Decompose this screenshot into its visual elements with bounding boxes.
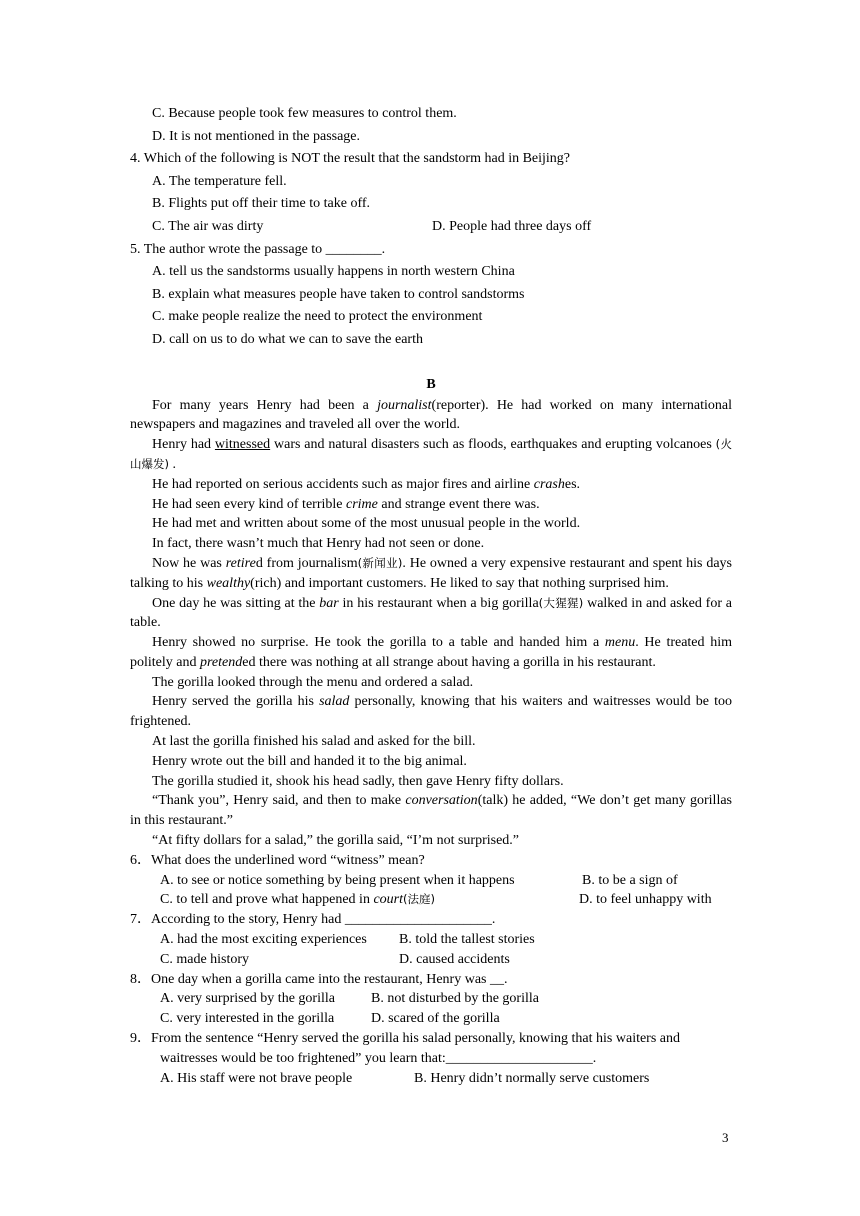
option-q4-a: A. The temperature fell. [152,173,287,189]
paragraph-15: “Thank you”, Henry said, and then to make conversation(talk) he added, “We don’t get many gorillas in this restaurant.” [130,793,732,829]
paragraph-14: The gorilla studied it, shook his head sadly, then gave Henry fifty dollars. [152,773,564,789]
option-q5-d: D. call on us to do what we can to save the earth [152,331,423,347]
paragraph-9: Henry showed no surprise. He took the gorilla to a table and handed him a menu. He treated him politely and pretended there was nothing at all strange about having a gorilla in his restaurant. [130,635,733,670]
paragraph-3: He had reported on serious accidents such as major fires and airline crashes. [152,476,581,492]
underlined-word-witnessed: witnessed [214,437,271,453]
option-q5-c: C. make people realize the need to protect the environment [152,309,483,325]
option-q6-b: B. to be a sign of [582,872,678,888]
paragraph-10: The gorilla looked through the menu and ordered a salad. [152,674,474,690]
option-row-q4-cd [130,216,732,239]
option-q4-d: D. People had three days off [432,218,592,234]
option-q7-d: D. caused accidents [399,951,510,967]
option-q7-c: C. made history [160,951,250,967]
option-q9-a: A. His staff were not brave people [160,1070,353,1086]
option-q4-c: C. The air was dirty [152,218,264,234]
option-q8-b: B. not disturbed by the gorilla [371,991,539,1007]
option-q5-b: B. explain what measures people have taken to control sandstorms [152,286,525,302]
paragraph-12: At last the gorilla finished his salad and asked for the bill. [152,734,476,750]
paragraph-6: In fact, there wasn’t much that Henry had not seen or done. [152,536,485,552]
option-row-q7-cd [130,950,732,970]
option-q8-d: D. scared of the gorilla [371,1011,500,1027]
question-9-stem: 9．From the sentence “Henry served the gorilla his salad personally, knowing that his waiters and waitresses would be too frightened” you learn that:_____________________. [130,1031,681,1066]
paragraph-1: For many years Henry had been a journalist(reporter). He had worked on many international newspapers and magazines and traveled all over the world. [130,397,732,433]
paragraph-11: Henry served the gorilla his salad personally, knowing that his waiters and waitresses would be too frightened. [130,694,733,730]
option-row-q8-cd [130,1009,732,1029]
option-row-q7-ab [130,930,732,950]
option-row-q6-cd [130,890,732,910]
page-number: 3 [722,1130,729,1145]
option-q8-c: C. very interested in the gorilla [160,1011,335,1027]
option-row-q6-ab [130,871,732,891]
option-q7-a: A. had the most exciting experiences [160,932,367,948]
option-q3-d: D. It is not mentioned in the passage. [152,128,361,144]
option-q4-b: B. Flights put off their time to take off. [152,196,371,212]
option-row-q9-ab [130,1069,732,1089]
option-q6-c: C. to tell and prove what happened in court(法庭) [160,892,435,908]
paragraph-5: He had met and written about some of the most unusual people in the world. [152,516,581,532]
option-q8-a: A. very surprised by the gorilla [160,991,335,1007]
section-heading-b: B [426,376,436,392]
paragraph-8: One day he was sitting at the bar in his restaurant when a big gorilla(大猩猩) walked in and asked for a table. [130,595,732,631]
option-q6-d: D. to feel unhappy with [579,892,712,908]
question-8-stem: 8．One day when a gorilla came into the restaurant, Henry was __. [130,971,508,987]
question-7-stem: 7．According to the story, Henry had _____________________. [130,912,496,928]
document-page [130,103,732,1088]
paragraph-7: Now he was retired from journalism(新闻业). He owned a very expensive restaurant and spent his days talking to his wealthy(rich) and important customers. He liked to say that nothing surprised him. [130,555,732,591]
question-6-stem: 6．What does the underlined word “witness” mean? [130,852,425,868]
option-q6-a: A. to see or notice something by being present when it happens [160,872,515,888]
paragraph-4: He had seen every kind of terrible crime and strange event there was. [152,496,540,512]
paragraph-2: Henry had witnessed wars and natural disasters such as floods, earthquakes and erupting volcanoes (火山爆发) . [130,437,732,472]
option-q9-b: B. Henry didn’t normally serve customers [414,1070,650,1086]
option-q3-c: C. Because people took few measures to control them. [152,106,457,121]
option-q5-a: A. tell us the sandstorms usually happens in north western China [152,264,515,280]
option-row-q8-ab [130,989,732,1009]
paragraph-13: Henry wrote out the bill and handed it to the big animal. [152,753,467,769]
paragraph-16: “At fifty dollars for a salad,” the gorilla said, “I’m not surprised.” [152,833,519,849]
question-4-stem: 4. Which of the following is NOT the result that the sandstorm had in Beijing? [130,151,571,167]
question-5-stem: 5. The author wrote the passage to ________. [130,241,386,257]
option-q7-b: B. told the tallest stories [399,932,535,948]
